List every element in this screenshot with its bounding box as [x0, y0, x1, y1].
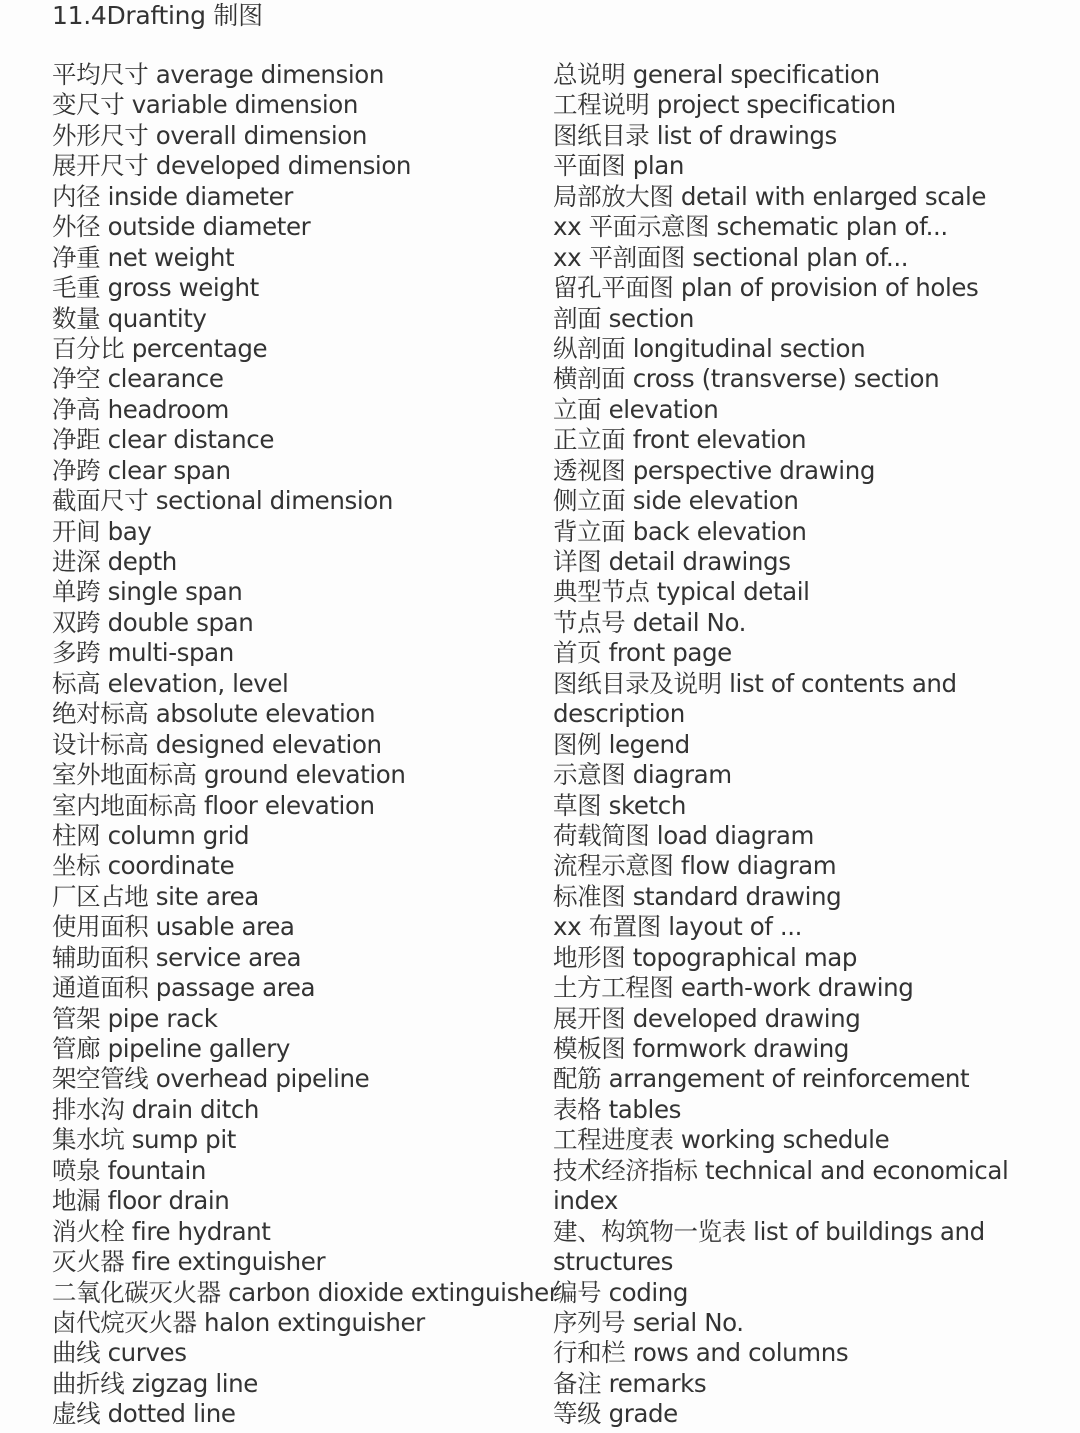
glossary-line: 平面图 plan	[553, 151, 684, 181]
glossary-line: 示意图 diagram	[553, 760, 732, 790]
glossary-line: 配筋 arrangement of reinforcement	[553, 1064, 970, 1094]
glossary-line: 净跨 clear span	[52, 455, 231, 485]
glossary-line: 纵剖面 longitudinal section	[553, 333, 866, 363]
glossary-line: 行和栏 rows and columns	[553, 1338, 849, 1368]
glossary-line: 编号 coding	[553, 1277, 689, 1307]
glossary-line: 外形尺寸 overall dimension	[52, 120, 367, 150]
glossary-line: 总说明 general specification	[553, 60, 880, 89]
glossary-line: 横剖面 cross (transverse) section	[553, 364, 940, 394]
glossary-line: 喷泉 fountain	[52, 1155, 207, 1185]
glossary-line: 技术经济指标 technical and economical	[553, 1155, 1009, 1185]
glossary-line: 土方工程图 earth-work drawing	[553, 973, 914, 1003]
glossary-line: 荷载简图 load diagram	[553, 820, 815, 850]
page-title: 11.4Drafting 制图	[52, 1, 263, 30]
glossary-line: 剖面 section	[553, 303, 695, 333]
glossary-line: 变尺寸 variable dimension	[52, 90, 359, 120]
glossary-line: 毛重 gross weight	[52, 273, 259, 303]
glossary-line: 室内地面标高 floor elevation	[52, 790, 375, 820]
glossary-line: 表格 tables	[553, 1094, 682, 1124]
glossary-line: 外径 outside diameter	[52, 212, 311, 242]
glossary-line: 立面 elevation	[553, 394, 719, 424]
glossary-line: 序列号 serial No.	[553, 1307, 744, 1337]
glossary-line: 双跨 double span	[52, 607, 254, 637]
left-glossary-column	[52, 60, 559, 1430]
glossary-line: xx 平剖面图 sectional plan of...	[553, 242, 909, 272]
glossary-line: 厂区占地 site area	[52, 881, 259, 911]
glossary-line: 卤代烷灭火器 halon extinguisher	[52, 1307, 425, 1337]
glossary-line: 坐标 coordinate	[52, 851, 235, 881]
glossary-line: 曲折线 zigzag line	[52, 1368, 258, 1398]
glossary-line: 草图 sketch	[553, 790, 686, 820]
glossary-line: 辅助面积 service area	[52, 942, 302, 972]
glossary-line: 背立面 back elevation	[553, 516, 807, 546]
glossary-line: 虚线 dotted line	[52, 1399, 236, 1429]
glossary-line: 多跨 multi-span	[52, 638, 234, 668]
glossary-line: 二氧化碳灭火器 carbon dioxide extinguisher	[52, 1277, 559, 1307]
glossary-line: 展开尺寸 developed dimension	[52, 151, 412, 181]
glossary-line: 管廊 pipeline gallery	[52, 1034, 290, 1063]
glossary-line: 典型节点 typical detail	[553, 577, 810, 607]
glossary-line: 单跨 single span	[52, 577, 243, 607]
glossary-line: 消火栓 fire hydrant	[52, 1216, 271, 1246]
glossary-line: 净距 clear distance	[52, 425, 275, 455]
glossary-line: 管架 pipe rack	[52, 1003, 218, 1033]
glossary-line: 灭火器 fire extinguisher	[52, 1247, 326, 1277]
glossary-line: 平均尺寸 average dimension	[52, 60, 384, 89]
glossary-line: 建、构筑物一览表 list of buildings and	[553, 1216, 985, 1246]
glossary-line: 集水坑 sump pit	[52, 1125, 236, 1155]
glossary-line: structures	[553, 1247, 673, 1277]
glossary-line: 详图 detail drawings	[553, 547, 791, 576]
glossary-line: 节点号 detail No.	[553, 607, 747, 637]
glossary-line: index	[553, 1186, 619, 1216]
glossary-line: 室外地面标高 ground elevation	[52, 760, 406, 790]
glossary-line: 备注 remarks	[553, 1368, 707, 1398]
glossary-line: 净重 net weight	[52, 242, 235, 272]
glossary-line: 局部放大图 detail with enlarged scale	[553, 181, 987, 211]
glossary-line: 设计标高 designed elevation	[52, 729, 382, 759]
glossary-line: 工程进度表 working schedule	[553, 1125, 890, 1155]
glossary-line: 绝对标高 absolute elevation	[52, 699, 376, 729]
glossary-line: 地漏 floor drain	[52, 1186, 230, 1216]
glossary-line: 柱网 column grid	[52, 820, 250, 850]
glossary-line: 流程示意图 flow diagram	[553, 851, 837, 881]
glossary-line: 架空管线 overhead pipeline	[52, 1064, 370, 1094]
glossary-line: 截面尺寸 sectional dimension	[52, 486, 393, 516]
glossary-line: 透视图 perspective drawing	[553, 455, 875, 485]
glossary-line: 开间 bay	[52, 516, 152, 546]
glossary-line: 工程说明 project specification	[553, 90, 896, 120]
glossary-line: 图纸目录 list of drawings	[553, 120, 837, 150]
glossary-line: 百分比 percentage	[52, 333, 268, 363]
glossary-line: 首页 front page	[553, 638, 732, 668]
glossary-line: 地形图 topographical map	[553, 942, 858, 972]
glossary-line: 排水沟 drain ditch	[52, 1094, 260, 1124]
glossary-line: 展开图 developed drawing	[553, 1003, 861, 1033]
glossary-line: 进深 depth	[52, 547, 177, 576]
glossary-line: 侧立面 side elevation	[553, 486, 799, 516]
glossary-line: 等级 grade	[553, 1399, 678, 1429]
glossary-line: xx 平面示意图 schematic plan of...	[553, 212, 948, 242]
glossary-line: xx 布置图 layout of ...	[553, 912, 803, 942]
glossary-line: 数量 quantity	[52, 303, 207, 333]
glossary-line: 图纸目录及说明 list of contents and	[553, 668, 957, 698]
glossary-line: 模板图 formwork drawing	[553, 1034, 850, 1063]
glossary-line: 内径 inside diameter	[52, 181, 293, 211]
glossary-line: 留孔平面图 plan of provision of holes	[553, 273, 979, 303]
glossary-line: 净高 headroom	[52, 394, 229, 424]
glossary-line: 正立面 front elevation	[553, 425, 807, 455]
right-glossary-column	[553, 60, 1063, 1430]
glossary-line: 通道面积 passage area	[52, 973, 316, 1003]
glossary-line: 标高 elevation, level	[52, 668, 289, 698]
glossary-line: 净空 clearance	[52, 364, 224, 394]
glossary-line: 使用面积 usable area	[52, 912, 295, 942]
glossary-line: 标准图 standard drawing	[553, 881, 842, 911]
glossary-line: 曲线 curves	[52, 1338, 187, 1368]
glossary-line: 图例 legend	[553, 729, 690, 759]
glossary-line: description	[553, 699, 685, 729]
